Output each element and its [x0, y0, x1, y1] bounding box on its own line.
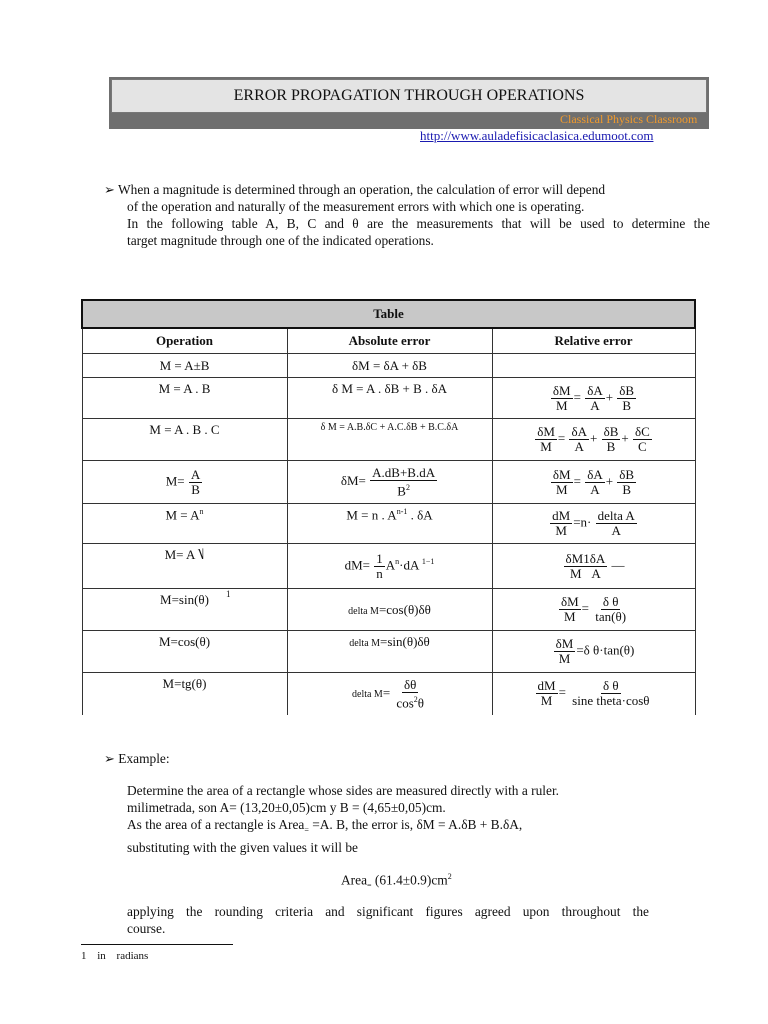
error-table [81, 299, 696, 715]
example-line-2: milimetrada, son A= (13,20±0,05)cm y B = (4,65±0,05)cm. [127, 800, 446, 815]
footnote-divider [81, 944, 233, 945]
rel-cell: $\frac{\delta M}{M}$ =δ θ·tan(θ) [492, 631, 695, 673]
op-cell: M= $\frac{A}{B}$ [82, 461, 287, 504]
abs-cell: δM = δA + δB [287, 354, 492, 378]
rel-cell: $\frac{\delta M1\delta A}{\text{M A}}$ — [492, 544, 695, 589]
fraction: $\frac{\delta\theta}{\cos^2\theta}$ [396, 676, 424, 710]
example-conclusion [127, 903, 649, 937]
fraction: $\frac{\delta B}{B}$ [619, 382, 635, 413]
op-cell: M=sin(θ) [82, 589, 287, 631]
table-row [82, 419, 695, 461]
rel-cell: $\frac{\delta M}{M}$ = $\frac{\delta A}{A}$ + $\frac{\delta B}{B}$ [492, 378, 695, 419]
table-row [82, 354, 695, 378]
fraction: $\frac{1}{n}$ [376, 550, 383, 581]
abs-cell: delta M= $\frac{\delta\theta}{\cos^2\theta}$ [287, 673, 492, 715]
rel-cell: $\frac{\delta M}{M}$ = $\frac{\delta A}{A}$ + $\frac{\delta B}{B}$ + $\frac{\delta C}{C}$ [492, 419, 695, 461]
abs-cell: M = n . $A^{n-1}$ . δA [287, 504, 492, 544]
fraction: $\frac{\delta M}{M}$ [560, 594, 579, 624]
rel-cell: $\frac{\delta M}{M}$ = $\frac{\delta A}{A}$ + $\frac{\delta B}{B}$ [492, 461, 695, 504]
website-link[interactable]: http://www.auladefisicaclasica.edumoot.com [420, 128, 654, 143]
fraction: $\frac{\delta A}{A}$ [587, 466, 603, 497]
abs-cell: δ M = A.B.δC + A.C.δB + B.C.δA [287, 419, 492, 461]
example-line-4: substituting with the given values it will be [127, 839, 358, 855]
example-heading [104, 750, 170, 767]
rel-cell: $\frac{\delta M}{M}$ = $\frac{\text{δ θ}}{\tan(\theta)}$ [492, 589, 695, 631]
rel-cell [492, 354, 695, 378]
example-label: Example: [118, 751, 170, 766]
fraction: $\frac{\delta B}{B}$ [603, 424, 619, 454]
fraction: $\frac{dM}{M}$ [537, 678, 556, 709]
table-row [82, 461, 695, 504]
table-row [82, 631, 695, 673]
op-cell: M=tg(θ) [82, 673, 287, 715]
bullet-icon: ➢ [104, 751, 115, 766]
table-caption: Table [82, 300, 695, 328]
intro-line-3: In the following table A, B, C and θ are the measurements that will be used to determine the [127, 216, 710, 231]
example-line-1: Determine the area of a rectangle whose sides are measured directly with a ruler. [127, 783, 560, 798]
fraction: $\frac{\delta B}{B}$ [619, 466, 635, 497]
table-row [82, 378, 695, 419]
footnote: 1 in radians [81, 950, 149, 962]
fraction: $\frac{\delta M}{M}$ [537, 424, 555, 454]
header-operation: Operation [82, 328, 287, 354]
fraction: $\frac{\delta M}{M}$ [552, 466, 571, 497]
example-line-5: applying the rounding criteria and significant figures agreed upon throughout the [127, 904, 649, 919]
table-row [82, 589, 695, 631]
example-line-3: As the area of a rectangle is Area$_=$ =A. B, the error is, δM = A.δB + B.δA, [127, 817, 523, 835]
op-cell: M= A⎷ [82, 544, 287, 589]
abs-cell: delta M=sin(θ)δθ [287, 631, 492, 673]
table-row [82, 504, 695, 544]
fraction: $\frac{\delta M}{M}$ [555, 636, 574, 666]
abs-cell: δM= $\frac{A.dB+B.dA}{B^2}$ [287, 461, 492, 504]
fraction: $\frac{\text{delta A}}{A}$ [597, 508, 635, 538]
op-cell: M = A±B [82, 354, 287, 378]
rel-cell: $\frac{dM}{M}$ =n· $\frac{\text{delta A}}{A}$ [492, 504, 695, 544]
example-line-6: course. [127, 921, 166, 936]
fraction: $\frac{dM}{M}$ [552, 508, 571, 538]
fraction: $\frac{\text{δ θ}}{\tan(\theta)}$ [595, 594, 627, 624]
intro-line-1: When a magnitude is determined through an operation, the calculation of error will depend [118, 182, 606, 197]
fraction: $\frac{A}{B}$ [190, 466, 201, 497]
op-cell: $M = A^n$ [82, 504, 287, 544]
abs-cell: delta M=cos(θ)δθ [287, 589, 492, 631]
rel-cell: $\frac{dM}{M}$ = $\frac{\text{δ θ}}{\text{sine theta·cosθ}}$ [492, 673, 695, 715]
example-result: Area$_=$ $(61.4\pm 0.9)cm^2$ [341, 872, 452, 891]
header-relative-error: Relative error [492, 328, 695, 354]
op-cell: M = A . B . C [82, 419, 287, 461]
fraction: $\frac{\delta M1\delta A}{\text{M A}}$ [565, 550, 606, 581]
fraction: $\frac{\delta A}{A}$ [587, 382, 603, 413]
bullet-icon: ➢ [104, 182, 115, 197]
footnote-marker: 1 [226, 589, 231, 599]
organization-name: Classical Physics Classroom [560, 112, 698, 126]
intro-line-4: target magnitude through one of the indicated operations. [127, 233, 434, 248]
intro-paragraph [104, 181, 714, 249]
fraction: $\frac{\delta C}{C}$ [634, 424, 650, 454]
table-row [82, 673, 695, 715]
intro-line-2: of the operation and naturally of the measurement errors with which one is operating. [127, 199, 585, 214]
fraction: $\frac{A.dB+B.dA}{B^2}$ [372, 464, 436, 499]
root-icon: ⎷ [195, 548, 205, 563]
table-row [82, 544, 695, 589]
fraction: $\frac{\text{δ θ}}{\text{sine theta·cosθ}}$ [572, 678, 650, 709]
abs-cell: δ M = A . δB + B . δA [287, 378, 492, 419]
example-body [127, 782, 649, 856]
page-title: ERROR PROPAGATION THROUGH OPERATIONS [111, 79, 707, 113]
op-cell: M = A . B [82, 378, 287, 419]
fraction: $\frac{\delta M}{M}$ [552, 382, 571, 413]
fraction: $\frac{\delta A}{A}$ [571, 424, 587, 454]
abs-cell: dM= $\frac{1}{n}$ $A^n\cdot dA$ $^{1-1}$ [287, 544, 492, 589]
op-cell: M=cos(θ) [82, 631, 287, 673]
header-absolute-error: Absolute error [287, 328, 492, 354]
